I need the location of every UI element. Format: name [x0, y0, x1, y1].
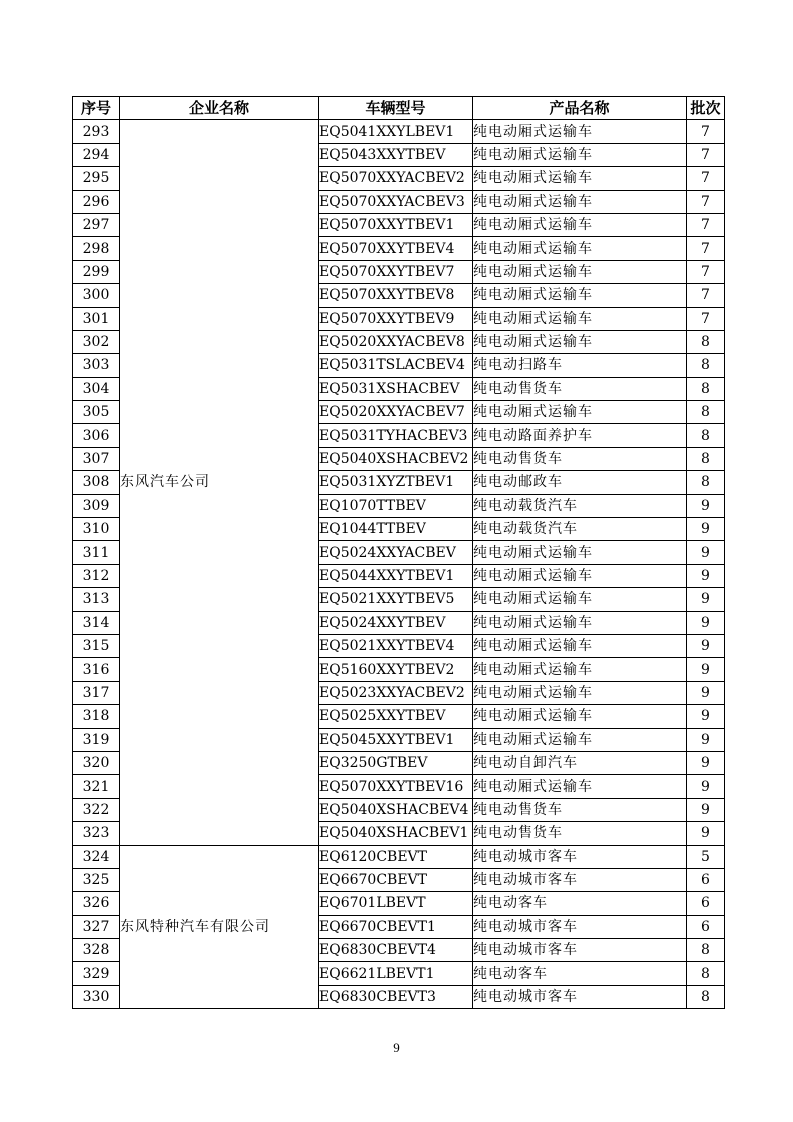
vehicle-model-cell: EQ1070TTBEV: [319, 494, 473, 517]
serial-no-cell: 308: [73, 471, 120, 494]
serial-no-cell: 326: [73, 892, 120, 915]
serial-no-cell: 294: [73, 143, 120, 166]
product-name-cell: 纯电动厢式运输车: [473, 728, 687, 751]
batch-cell: 7: [687, 237, 725, 260]
serial-no-cell: 307: [73, 447, 120, 470]
vehicle-model-cell: EQ5070XXYACBEV2: [319, 167, 473, 190]
vehicle-model-cell: EQ5020XXYACBEV7: [319, 401, 473, 424]
vehicle-model-cell: EQ6621LBEVT1: [319, 962, 473, 985]
vehicle-model-cell: EQ5044XXYTBEV1: [319, 564, 473, 587]
vehicle-model-cell: EQ5031TSLACBEV4: [319, 354, 473, 377]
product-name-cell: 纯电动自卸汽车: [473, 751, 687, 774]
batch-cell: 9: [687, 541, 725, 564]
product-name-cell: 纯电动售货车: [473, 822, 687, 845]
table-row: [73, 845, 725, 868]
serial-no-cell: 304: [73, 377, 120, 400]
product-name-cell: 纯电动城市客车: [473, 939, 687, 962]
product-name-cell: 纯电动厢式运输车: [473, 307, 687, 330]
vehicle-model-cell: EQ5031XYZTBEV1: [319, 471, 473, 494]
vehicle-model-cell: EQ1044TTBEV: [319, 518, 473, 541]
product-name-cell: 纯电动售货车: [473, 377, 687, 400]
serial-no-cell: 299: [73, 260, 120, 283]
product-name-cell: 纯电动城市客车: [473, 868, 687, 891]
batch-cell: 8: [687, 401, 725, 424]
vehicle-model-cell: EQ5031TYHACBEV3: [319, 424, 473, 447]
serial-no-cell: 322: [73, 798, 120, 821]
product-name-cell: 纯电动城市客车: [473, 845, 687, 868]
serial-no-cell: 297: [73, 213, 120, 236]
product-name-cell: 纯电动客车: [473, 962, 687, 985]
serial-no-cell: 316: [73, 658, 120, 681]
batch-cell: 9: [687, 518, 725, 541]
product-name-cell: 纯电动厢式运输车: [473, 213, 687, 236]
company-name-cell: 东风汽车公司: [120, 120, 319, 845]
serial-no-cell: 298: [73, 237, 120, 260]
product-name-cell: 纯电动厢式运输车: [473, 564, 687, 587]
serial-no-cell: 320: [73, 751, 120, 774]
serial-no-cell: 296: [73, 190, 120, 213]
serial-no-cell: 311: [73, 541, 120, 564]
batch-cell: 6: [687, 868, 725, 891]
product-name-cell: 纯电动厢式运输车: [473, 401, 687, 424]
product-name-cell: 纯电动厢式运输车: [473, 237, 687, 260]
serial-no-cell: 293: [73, 120, 120, 143]
serial-no-cell: 309: [73, 494, 120, 517]
vehicle-model-cell: EQ5025XXYTBEV: [319, 705, 473, 728]
vehicle-model-cell: EQ5070XXYTBEV4: [319, 237, 473, 260]
vehicle-model-cell: EQ6670CBEVT: [319, 868, 473, 891]
header-company-name: 企业名称: [120, 97, 319, 120]
product-name-cell: 纯电动售货车: [473, 447, 687, 470]
vehicle-model-cell: EQ5040XSHACBEV4: [319, 798, 473, 821]
batch-cell: 7: [687, 167, 725, 190]
batch-cell: 5: [687, 845, 725, 868]
batch-cell: 8: [687, 985, 725, 1008]
product-name-cell: 纯电动厢式运输车: [473, 260, 687, 283]
vehicle-model-cell: EQ5040XSHACBEV1: [319, 822, 473, 845]
serial-no-cell: 321: [73, 775, 120, 798]
product-name-cell: 纯电动厢式运输车: [473, 705, 687, 728]
serial-no-cell: 314: [73, 611, 120, 634]
company-name-cell: 东风特种汽车有限公司: [120, 845, 319, 1009]
vehicle-model-cell: EQ5070XXYACBEV3: [319, 190, 473, 213]
product-name-cell: 纯电动厢式运输车: [473, 611, 687, 634]
serial-no-cell: 315: [73, 634, 120, 657]
batch-cell: 9: [687, 658, 725, 681]
batch-cell: 6: [687, 892, 725, 915]
batch-cell: 9: [687, 751, 725, 774]
vehicle-model-cell: EQ5160XXYTBEV2: [319, 658, 473, 681]
batch-cell: 9: [687, 611, 725, 634]
product-name-cell: 纯电动扫路车: [473, 354, 687, 377]
serial-no-cell: 313: [73, 588, 120, 611]
batch-cell: 9: [687, 564, 725, 587]
vehicle-model-cell: EQ5041XXYLBEV1: [319, 120, 473, 143]
batch-cell: 8: [687, 354, 725, 377]
serial-no-cell: 295: [73, 167, 120, 190]
header-product-name: 产品名称: [473, 97, 687, 120]
vehicle-model-cell: EQ5024XXYTBEV: [319, 611, 473, 634]
product-name-cell: 纯电动载货汽车: [473, 518, 687, 541]
vehicle-model-cell: EQ5070XXYTBEV8: [319, 284, 473, 307]
product-name-cell: 纯电动厢式运输车: [473, 284, 687, 307]
batch-cell: 9: [687, 588, 725, 611]
vehicle-model-cell: EQ5031XSHACBEV: [319, 377, 473, 400]
vehicle-model-cell: EQ5070XXYTBEV16: [319, 775, 473, 798]
serial-no-cell: 323: [73, 822, 120, 845]
batch-cell: 9: [687, 705, 725, 728]
batch-cell: 9: [687, 728, 725, 751]
vehicle-model-cell: EQ5021XXYTBEV4: [319, 634, 473, 657]
header-serial-no: 序号: [73, 97, 120, 120]
batch-cell: 8: [687, 424, 725, 447]
table-body: [73, 120, 725, 1009]
vehicle-model-cell: EQ5070XXYTBEV1: [319, 213, 473, 236]
product-name-cell: 纯电动客车: [473, 892, 687, 915]
vehicle-model-cell: EQ5045XXYTBEV1: [319, 728, 473, 751]
batch-cell: 7: [687, 143, 725, 166]
product-name-cell: 纯电动邮政车: [473, 471, 687, 494]
batch-cell: 7: [687, 120, 725, 143]
serial-no-cell: 312: [73, 564, 120, 587]
vehicle-model-cell: EQ5070XXYTBEV9: [319, 307, 473, 330]
serial-no-cell: 327: [73, 915, 120, 938]
serial-no-cell: 310: [73, 518, 120, 541]
serial-no-cell: 329: [73, 962, 120, 985]
product-name-cell: 纯电动城市客车: [473, 985, 687, 1008]
batch-cell: 9: [687, 798, 725, 821]
serial-no-cell: 318: [73, 705, 120, 728]
vehicle-model-cell: EQ5024XXYACBEV: [319, 541, 473, 564]
batch-cell: 6: [687, 915, 725, 938]
serial-no-cell: 325: [73, 868, 120, 891]
header-row: [73, 97, 725, 120]
vehicle-model-cell: EQ5023XXYACBEV2: [319, 681, 473, 704]
product-name-cell: 纯电动厢式运输车: [473, 190, 687, 213]
batch-cell: 7: [687, 307, 725, 330]
batch-cell: 9: [687, 634, 725, 657]
vehicle-model-cell: EQ3250GTBEV: [319, 751, 473, 774]
page-number: 9: [393, 1040, 400, 1055]
batch-cell: 9: [687, 822, 725, 845]
product-name-cell: 纯电动城市客车: [473, 915, 687, 938]
header-vehicle-model: 车辆型号: [319, 97, 473, 120]
serial-no-cell: 319: [73, 728, 120, 751]
serial-no-cell: 305: [73, 401, 120, 424]
product-name-cell: 纯电动厢式运输车: [473, 330, 687, 353]
product-name-cell: 纯电动厢式运输车: [473, 658, 687, 681]
product-name-cell: 纯电动厢式运输车: [473, 541, 687, 564]
vehicle-model-cell: EQ6830CBEVT3: [319, 985, 473, 1008]
batch-cell: 8: [687, 330, 725, 353]
vehicle-catalog-table: [72, 96, 725, 1009]
vehicle-model-cell: EQ5043XXYTBEV: [319, 143, 473, 166]
batch-cell: 7: [687, 190, 725, 213]
vehicle-model-cell: EQ5021XXYTBEV5: [319, 588, 473, 611]
serial-no-cell: 306: [73, 424, 120, 447]
vehicle-model-cell: EQ5070XXYTBEV7: [319, 260, 473, 283]
batch-cell: 9: [687, 681, 725, 704]
batch-cell: 8: [687, 377, 725, 400]
product-name-cell: 纯电动厢式运输车: [473, 167, 687, 190]
vehicle-model-cell: EQ6701LBEVT: [319, 892, 473, 915]
product-name-cell: 纯电动路面养护车: [473, 424, 687, 447]
serial-no-cell: 324: [73, 845, 120, 868]
vehicle-model-cell: EQ6830CBEVT4: [319, 939, 473, 962]
batch-cell: 7: [687, 213, 725, 236]
serial-no-cell: 301: [73, 307, 120, 330]
batch-cell: 9: [687, 494, 725, 517]
batch-cell: 9: [687, 775, 725, 798]
batch-cell: 8: [687, 962, 725, 985]
vehicle-model-cell: EQ6120CBEVT: [319, 845, 473, 868]
product-name-cell: 纯电动载货汽车: [473, 494, 687, 517]
batch-cell: 8: [687, 447, 725, 470]
serial-no-cell: 330: [73, 985, 120, 1008]
product-name-cell: 纯电动厢式运输车: [473, 775, 687, 798]
serial-no-cell: 303: [73, 354, 120, 377]
product-name-cell: 纯电动厢式运输车: [473, 143, 687, 166]
table-row: [73, 120, 725, 143]
batch-cell: 8: [687, 471, 725, 494]
vehicle-model-cell: EQ5040XSHACBEV2: [319, 447, 473, 470]
batch-cell: 7: [687, 260, 725, 283]
batch-cell: 8: [687, 939, 725, 962]
vehicle-model-cell: EQ6670CBEVT1: [319, 915, 473, 938]
header-batch: 批次: [687, 97, 725, 120]
serial-no-cell: 302: [73, 330, 120, 353]
product-name-cell: 纯电动厢式运输车: [473, 588, 687, 611]
product-name-cell: 纯电动厢式运输车: [473, 634, 687, 657]
batch-cell: 7: [687, 284, 725, 307]
serial-no-cell: 317: [73, 681, 120, 704]
product-name-cell: 纯电动厢式运输车: [473, 120, 687, 143]
serial-no-cell: 328: [73, 939, 120, 962]
product-name-cell: 纯电动厢式运输车: [473, 681, 687, 704]
vehicle-model-cell: EQ5020XXYACBEV8: [319, 330, 473, 353]
serial-no-cell: 300: [73, 284, 120, 307]
product-name-cell: 纯电动售货车: [473, 798, 687, 821]
